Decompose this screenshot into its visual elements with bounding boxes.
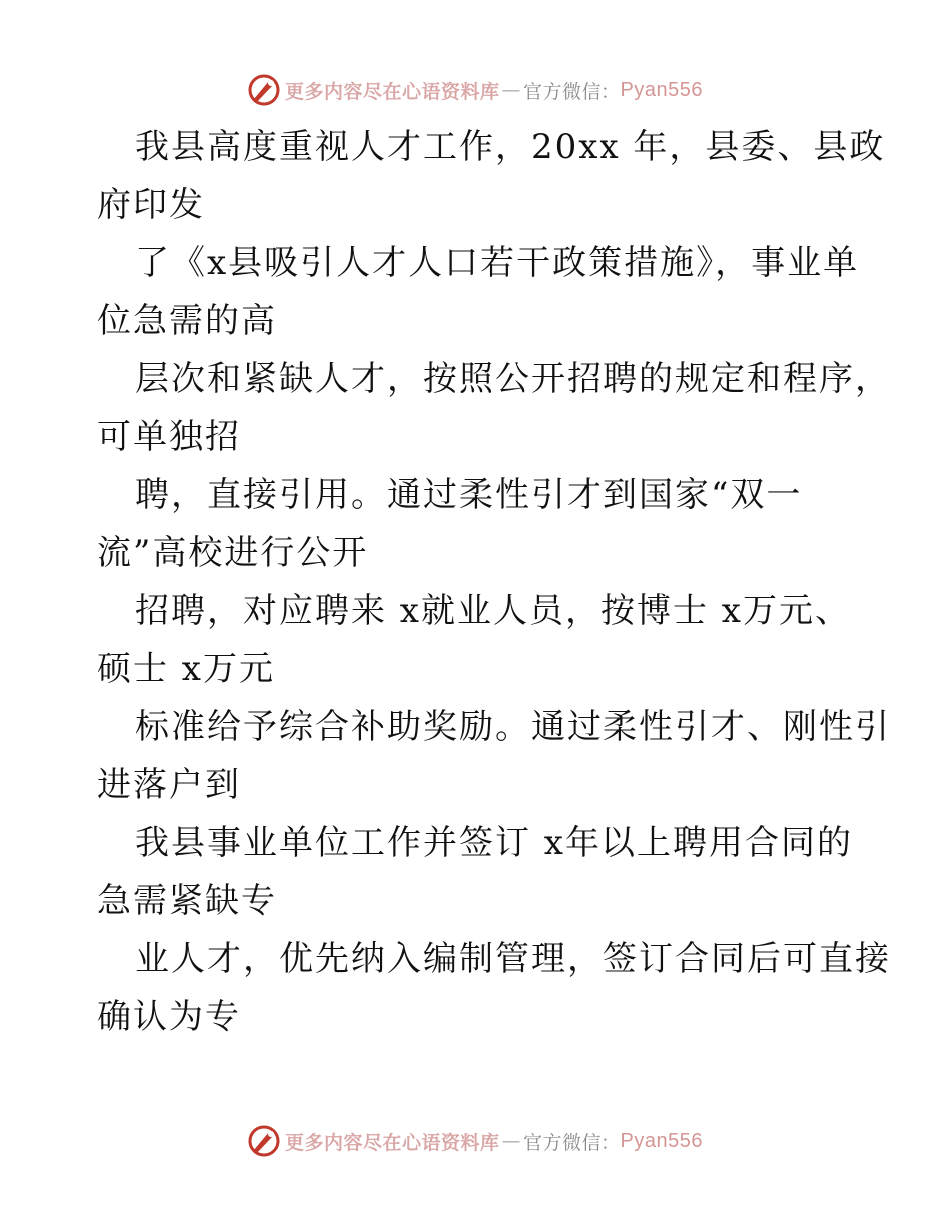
text-line: 我县事业单位工作并签订 x年以上聘用合同的 bbox=[135, 823, 853, 863]
text-line: 确认为专 bbox=[97, 997, 241, 1037]
banner-wechat-label: 官方微信： bbox=[523, 1131, 621, 1154]
banner-wechat-id: Pyan556 bbox=[620, 1129, 703, 1152]
text-line: 我县高度重视人才工作，20xx 年，县委、县政 bbox=[135, 127, 886, 167]
text-line: 了《x县吸引人才人口若干政策措施》，事业单 bbox=[135, 243, 860, 283]
footer-watermark bbox=[0, 1121, 950, 1161]
text-line: 位急需的高 bbox=[97, 301, 277, 341]
banner-wechat-label: 官方微信： bbox=[523, 80, 621, 103]
text-line: 业人才，优先纳入编制管理，签订合同后可直接 bbox=[135, 939, 891, 979]
quill-seal-icon bbox=[247, 1124, 281, 1158]
text-line: 层次和紧缺人才，按照公开招聘的规定和程序， bbox=[135, 359, 891, 399]
text-line: 急需紧缺专 bbox=[97, 881, 277, 921]
banner-dash: — bbox=[501, 79, 522, 101]
banner-promo-text: 更多内容尽在心语资料库 bbox=[285, 80, 500, 103]
text-line: 流”高校进行公开 bbox=[97, 533, 369, 573]
text-line: 可单独招 bbox=[97, 417, 241, 457]
text-line: 进落户到 bbox=[97, 765, 241, 805]
banner-promo-text: 更多内容尽在心语资料库 bbox=[285, 1131, 500, 1154]
banner-dash: — bbox=[501, 1130, 522, 1152]
banner-wechat-id: Pyan556 bbox=[620, 78, 703, 101]
body-paragraphs bbox=[97, 118, 891, 1046]
text-line: 标准给予综合补助奖励。通过柔性引才、刚性引 bbox=[135, 707, 891, 747]
text-line: 府印发 bbox=[97, 185, 205, 225]
quill-seal-icon bbox=[247, 73, 281, 107]
text-line: 招聘，对应聘来 x就业人员，按博士 x万元、 bbox=[135, 591, 851, 631]
text-line: 聘，直接引用。通过柔性引才到国家“双一 bbox=[135, 475, 803, 515]
text-line: 硕士 x万元 bbox=[97, 649, 275, 689]
header-watermark bbox=[0, 70, 950, 110]
